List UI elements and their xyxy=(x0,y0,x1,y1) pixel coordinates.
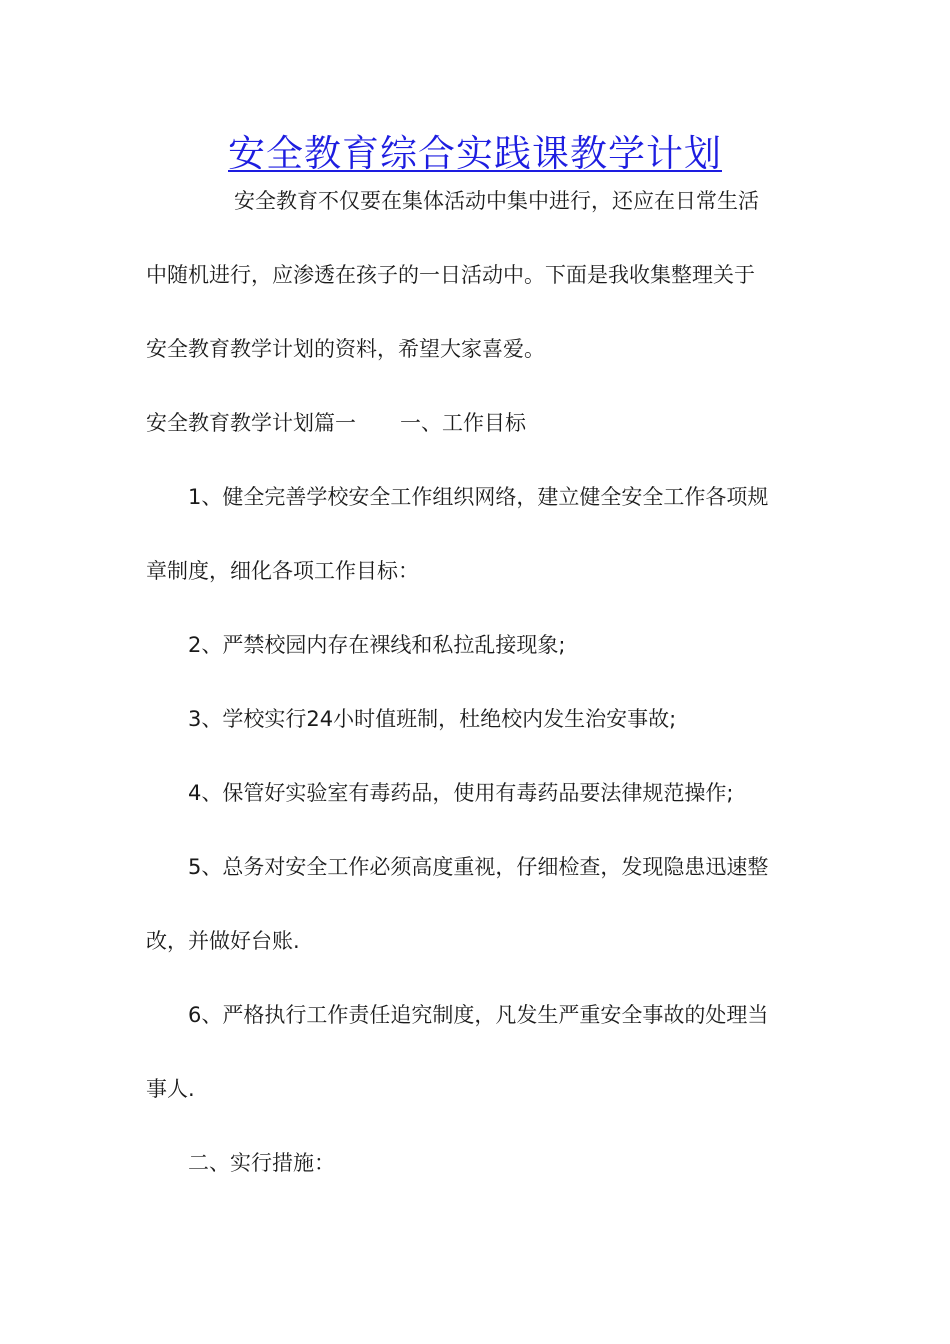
section-title: 安全教育教学计划篇一 xyxy=(146,411,356,435)
goal-item-4: 4、保管好实验室有毒药品，使用有毒药品要法律规范操作; xyxy=(188,781,734,805)
measures-heading: 二、实行措施： xyxy=(188,1151,335,1175)
goal-item-1-cont: 章制度，细化各项工作目标： xyxy=(146,559,419,583)
intro-line-2: 中随机进行，应渗透在孩子的一日活动中。下面是我收集整理关于 xyxy=(146,263,755,287)
subsection-heading: 一、工作目标 xyxy=(400,411,526,435)
goal-item-5: 5、总务对安全工作必须高度重视，仔细检查，发现隐患迅速整 xyxy=(188,855,769,879)
goal-item-5-cont: 改，并做好台账. xyxy=(146,929,300,953)
goal-item-3: 3、学校实行24小时值班制，杜绝校内发生治安事故; xyxy=(188,707,677,731)
intro-line-1: 安全教育不仅要在集体活动中集中进行，还应在日常生活 xyxy=(234,189,759,213)
intro-line-3: 安全教育教学计划的资料，希望大家喜爱。 xyxy=(146,337,545,361)
goal-item-6-cont: 事人. xyxy=(146,1077,195,1101)
goal-item-2: 2、严禁校园内存在裸线和私拉乱接现象; xyxy=(188,633,566,657)
section-heading-row xyxy=(146,408,526,438)
goal-item-6: 6、严格执行工作责任追究制度，凡发生严重安全事故的处理当 xyxy=(188,1003,769,1027)
document-title[interactable]: 安全教育综合实践课教学计划 xyxy=(228,132,722,175)
goal-item-1: 1、健全完善学校安全工作组织网络，建立健全安全工作各项规 xyxy=(188,485,769,509)
